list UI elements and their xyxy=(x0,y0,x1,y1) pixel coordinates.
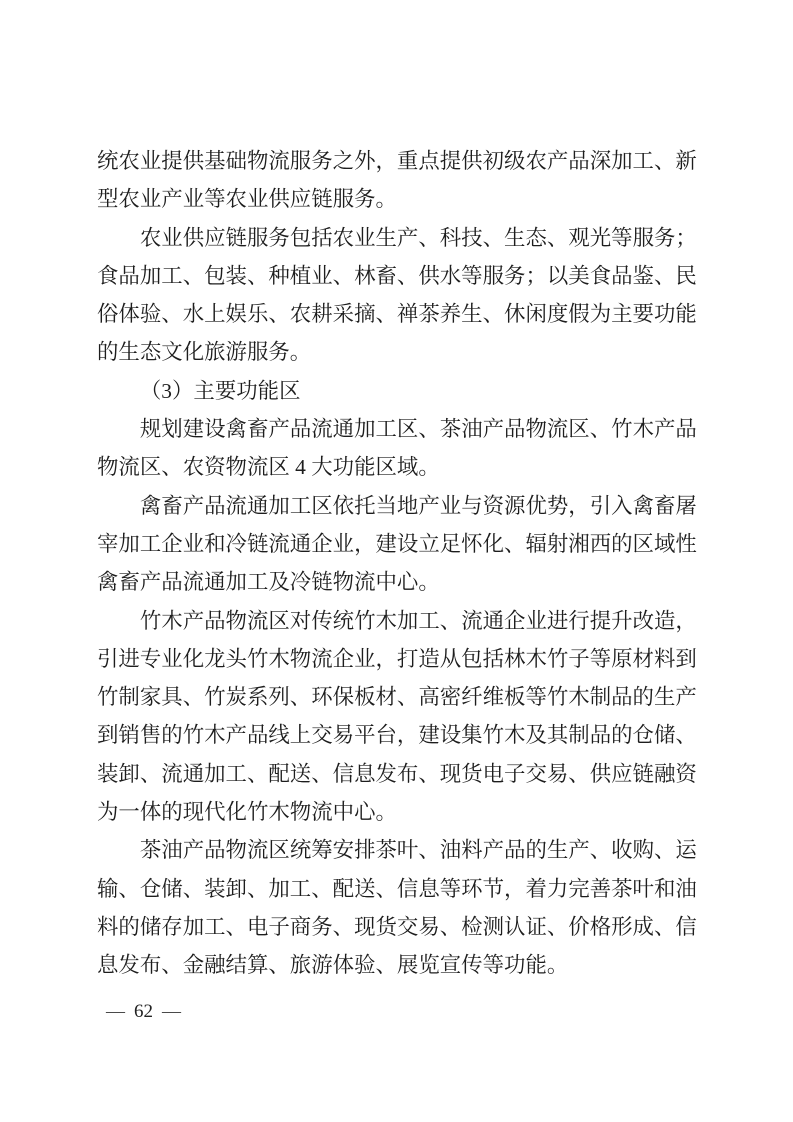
document-body xyxy=(97,142,701,985)
page-number: 62 xyxy=(134,1001,153,1022)
text-line: 为一体的现代化竹木物流中心。 xyxy=(97,800,397,825)
text-line: 宰加工企业和冷链流通企业，建设立足怀化、辐射湘西的区域性 xyxy=(97,531,697,556)
text-line: 息发布、金融结算、旅游体验、展览宣传等功能。 xyxy=(97,953,569,978)
text-line: 装卸、流通加工、配送、信息发布、现货电子交易、供应链融资 xyxy=(97,761,697,786)
text-line: 竹木产品物流区对传统竹木加工、流通企业进行提升改造， xyxy=(139,608,697,633)
text-line: 输、仓储、装卸、加工、配送、信息等环节，着力完善茶叶和油 xyxy=(97,876,697,901)
text-line: 物流区、农资物流区 4 大功能区域。 xyxy=(97,455,440,480)
footer-left-dash: — xyxy=(106,1001,125,1022)
text-line: 引进专业化龙头竹木物流企业，打造从包括林木竹子等原材料到 xyxy=(97,646,697,671)
text-line: 型农业产业等农业供应链服务。 xyxy=(97,187,397,212)
text-line: 到销售的竹木产品线上交易平台，建设集竹木及其制品的仓储、 xyxy=(97,723,697,748)
text-line: 料的储存加工、电子商务、现货交易、检测认证、价格形成、信 xyxy=(97,914,697,939)
text-line: 农业供应链服务包括农业生产、科技、生态、观光等服务； xyxy=(139,225,697,250)
footer-right-dash: — xyxy=(162,1001,181,1022)
page-footer xyxy=(106,999,181,1025)
text-line: 俗体验、水上娱乐、农耕采摘、禅茶养生、休闲度假为主要功能 xyxy=(97,302,697,327)
text-line: 的生态文化旅游服务。 xyxy=(97,340,312,365)
text-line: 禽畜产品流通加工区依托当地产业与资源优势，引入禽畜屠 xyxy=(139,493,697,518)
text-line: 禽畜产品流通加工及冷链物流中心。 xyxy=(97,570,440,595)
text-line: 统农业提供基础物流服务之外，重点提供初级农产品深加工、新 xyxy=(97,149,697,173)
text-line: 茶油产品物流区统筹安排茶叶、油料产品的生产、收购、运 xyxy=(139,838,697,863)
text-line: 规划建设禽畜产品流通加工区、茶油产品物流区、竹木产品 xyxy=(139,417,697,442)
text-line: 竹制家具、竹炭系列、环保板材、高密纤维板等竹木制品的生产 xyxy=(97,685,697,710)
text-line: 食品加工、包装、种植业、林畜、供水等服务；以美食品鉴、民 xyxy=(97,263,697,288)
text-line: （3）主要功能区 xyxy=(139,378,301,403)
